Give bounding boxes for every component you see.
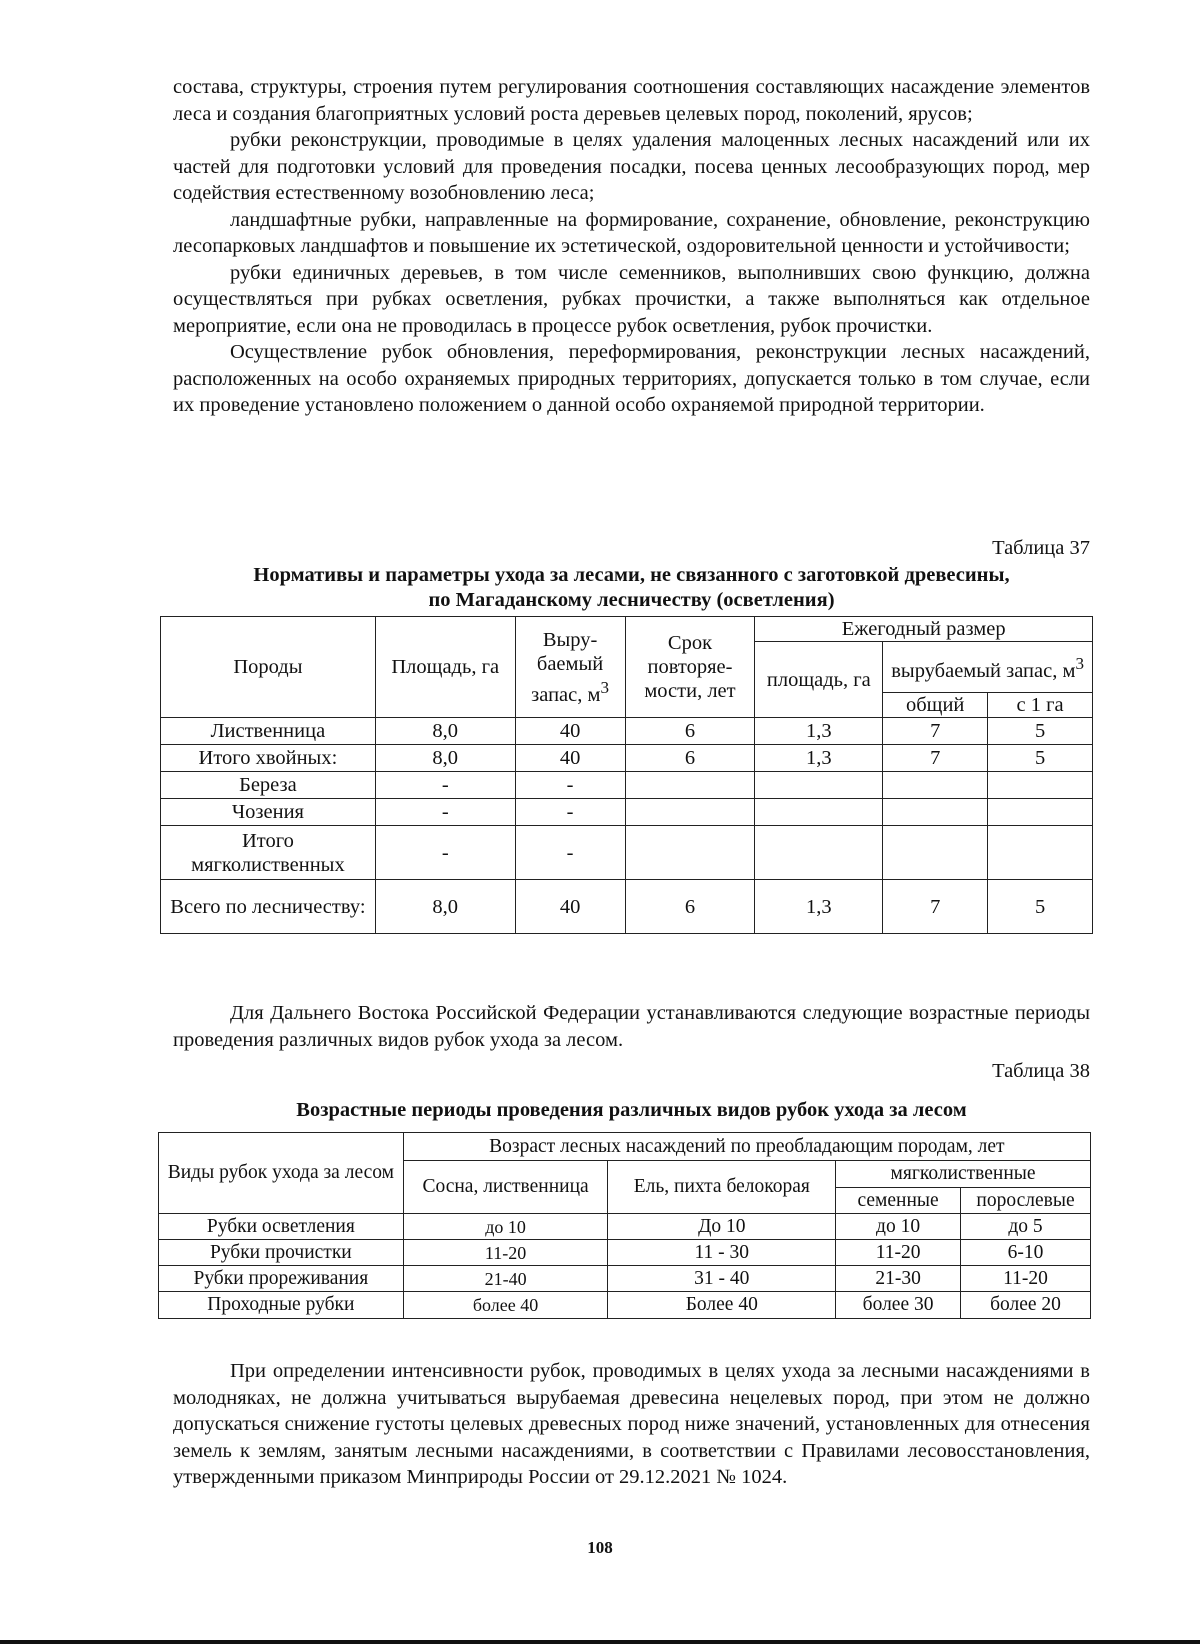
t37-header-annual-area: площадь, га bbox=[755, 642, 883, 718]
t38-cell-kind: Рубки прочистки bbox=[159, 1240, 404, 1266]
t38-header-age: Возраст лесных насаждений по преобладающим породам, лет bbox=[403, 1133, 1090, 1161]
t38-cell-seed: 21-30 bbox=[836, 1266, 961, 1292]
t37-cell-total bbox=[883, 772, 988, 799]
t37-header-species: Породы bbox=[161, 617, 376, 718]
t38-cell-coppice: до 5 bbox=[961, 1214, 1091, 1240]
table38-title: Возрастные периоды проведения различных видов рубок ухода за лесом bbox=[296, 1099, 967, 1121]
t37-cell-species: Лиственница bbox=[161, 718, 376, 745]
intro-paragraph: рубки единичных деревьев, в том числе семенников, выполнивших свою функцию, должна осуществляться при рубках осветления, рубках прочистки, а также выполняться как отдельное мероприятие, если она не проводилась в процессе рубок осветления, рубок прочистки. bbox=[173, 261, 1090, 337]
t37-header-per-ha: с 1 га bbox=[988, 693, 1093, 718]
table-row bbox=[159, 1214, 1091, 1240]
t37-cell-area: - bbox=[375, 799, 515, 826]
t38-cell-pine: более 40 bbox=[403, 1292, 608, 1319]
t38-cell-seed: 11-20 bbox=[836, 1240, 961, 1266]
t38-cell-kind: Рубки осветления bbox=[159, 1214, 404, 1240]
t38-cell-spruce: 11 - 30 bbox=[608, 1240, 836, 1266]
t37-cell-per-ha: 5 bbox=[988, 718, 1093, 745]
t37-cell-species: Итого мягколиственных bbox=[161, 826, 376, 880]
t37-cell-per-ha bbox=[988, 799, 1093, 826]
middle-text bbox=[173, 1000, 1090, 1053]
t37-cell-area: 8,0 bbox=[375, 745, 515, 772]
t37-cell-annual-area bbox=[755, 772, 883, 799]
t37-cell-period: 6 bbox=[625, 880, 755, 934]
intro-paragraph: состава, структуры, строения путем регулирования соотношения составляющих насаждение элементов леса и создания благоприятных условий роста деревьев целевых пород, поколений, ярусов; bbox=[173, 76, 1090, 125]
t37-cell-annual-area bbox=[755, 826, 883, 880]
t37-cell-species: Чозения bbox=[161, 799, 376, 826]
table-row bbox=[161, 799, 1093, 826]
t38-cell-coppice: более 20 bbox=[961, 1292, 1091, 1319]
table37 bbox=[160, 616, 1093, 934]
t37-cell-annual-area: 1,3 bbox=[755, 880, 883, 934]
table37-title-line2: по Магаданскому лесничеству (осветления) bbox=[428, 589, 835, 611]
t37-cell-per-ha: 5 bbox=[988, 880, 1093, 934]
table-row bbox=[161, 772, 1093, 799]
t37-header-cut-stock-sup: 3 bbox=[600, 677, 610, 697]
t37-cell-area: - bbox=[375, 772, 515, 799]
t38-cell-seed: более 30 bbox=[836, 1292, 961, 1319]
t38-cell-seed: до 10 bbox=[836, 1214, 961, 1240]
intro-text bbox=[173, 74, 1090, 419]
t37-cell-stock: 40 bbox=[515, 880, 625, 934]
t38-cell-spruce: До 10 bbox=[608, 1214, 836, 1240]
t38-header-kind: Виды рубок ухода за лесом bbox=[159, 1133, 404, 1214]
t37-header-total: общий bbox=[883, 693, 988, 718]
t37-cell-annual-area bbox=[755, 799, 883, 826]
t37-cell-total: 7 bbox=[883, 718, 988, 745]
t37-cell-total: 7 bbox=[883, 745, 988, 772]
t37-header-annual: Ежегодный размер bbox=[755, 617, 1093, 642]
t37-cell-stock: - bbox=[515, 826, 625, 880]
final-paragraph: При определении интенсивности рубок, проводимых в целях ухода за лесными насаждениями в молодняках, не должна учитываться вырубаемая древесина нецелевых пород, при этом не должно допускаться снижение густоты целевых древесных пород ниже значений, установленных для отнесения земель к землям, занятым лесными насаждениями, в соответствии с Правилами лесовосстановления, утвержденными приказом Минприроды России от 29.12.2021 № 1024. bbox=[173, 1360, 1090, 1488]
t37-header-area: Площадь, га bbox=[375, 617, 515, 718]
t38-cell-pine: 21-40 bbox=[403, 1266, 608, 1292]
table-row bbox=[159, 1240, 1091, 1266]
t37-cell-total: 7 bbox=[883, 880, 988, 934]
table-row bbox=[159, 1266, 1091, 1292]
t37-cell-period: 6 bbox=[625, 745, 755, 772]
t38-cell-pine: до 10 bbox=[403, 1214, 608, 1240]
t37-cell-stock: - bbox=[515, 799, 625, 826]
t37-cell-area: 8,0 bbox=[375, 880, 515, 934]
table-row bbox=[161, 826, 1093, 880]
t37-cell-period bbox=[625, 772, 755, 799]
t38-header-soft: мягколиственные bbox=[836, 1161, 1091, 1188]
table37-title bbox=[173, 563, 1090, 613]
t37-cell-per-ha: 5 bbox=[988, 745, 1093, 772]
t38-header-coppice: порослевые bbox=[961, 1188, 1091, 1214]
t38-cell-coppice: 6-10 bbox=[961, 1240, 1091, 1266]
t37-header-annual-stock-sup: 3 bbox=[1075, 653, 1084, 673]
t37-cell-area: 8,0 bbox=[375, 718, 515, 745]
t38-cell-kind: Рубки прореживания bbox=[159, 1266, 404, 1292]
t38-cell-spruce: 31 - 40 bbox=[608, 1266, 836, 1292]
t37-header-cut-stock-text: Выру-баемый запас, м bbox=[531, 628, 604, 706]
t37-header-period: Срок повторяе-мости, лет bbox=[625, 617, 755, 718]
t37-cell-area: - bbox=[375, 826, 515, 880]
page-number: 108 bbox=[587, 1538, 613, 1557]
t37-cell-stock: 40 bbox=[515, 718, 625, 745]
t37-header-annual-stock bbox=[883, 642, 1093, 693]
table37-title-line1: Нормативы и параметры ухода за лесами, не связанного с заготовкой древесины, bbox=[253, 564, 1010, 586]
t37-cell-species: Всего по лесничеству: bbox=[161, 880, 376, 934]
intro-paragraph: ландшафтные рубки, направленные на формирование, сохранение, обновление, реконструкцию лесопарковых ландшафтов и повышение их эстетической, оздоровительной ценности и устойчивости; bbox=[173, 208, 1090, 257]
t37-cell-stock: - bbox=[515, 772, 625, 799]
intro-paragraph: рубки реконструкции, проводимые в целях удаления малоценных лесных насаждений или их частей для подготовки условий для проведения посадки, посева ценных лесообразующих пород, мер содействия естественному возобновлению леса; bbox=[173, 129, 1090, 204]
t37-cell-species: Итого хвойных: bbox=[161, 745, 376, 772]
t38-header-seed: семенные bbox=[836, 1188, 961, 1214]
t37-cell-species: Береза bbox=[161, 772, 376, 799]
footer-rule bbox=[0, 1640, 1200, 1644]
t38-cell-coppice: 11-20 bbox=[961, 1266, 1091, 1292]
t37-cell-per-ha bbox=[988, 826, 1093, 880]
middle-paragraph: Для Дальнего Востока Российской Федерации устанавливаются следующие возрастные периоды проведения различных видов рубок ухода за лесом. bbox=[173, 1002, 1090, 1051]
t37-cell-total bbox=[883, 799, 988, 826]
table-row bbox=[161, 745, 1093, 772]
t37-header-cut-stock bbox=[515, 617, 625, 718]
t37-cell-total bbox=[883, 826, 988, 880]
t38-cell-kind: Проходные рубки bbox=[159, 1292, 404, 1319]
t38-header-spruce: Ель, пихта белокорая bbox=[608, 1161, 836, 1214]
table-row bbox=[161, 718, 1093, 745]
t37-header-annual-stock-text: вырубаемый запас, м bbox=[891, 659, 1076, 682]
table38 bbox=[158, 1132, 1091, 1319]
t38-cell-pine: 11-20 bbox=[403, 1240, 608, 1266]
final-text bbox=[173, 1358, 1090, 1491]
t38-header-pine: Сосна, лиственница bbox=[403, 1161, 608, 1214]
t37-cell-annual-area: 1,3 bbox=[755, 718, 883, 745]
table37-label: Таблица 37 bbox=[992, 537, 1090, 559]
t37-cell-per-ha bbox=[988, 772, 1093, 799]
intro-paragraph: Осуществление рубок обновления, переформирования, реконструкции лесных насаждений, расположенных на особо охраняемых природных территориях, допускается только в том случае, если их проведение установлено положением о данной особо охраняемой природной территории. bbox=[173, 341, 1090, 416]
t37-cell-period: 6 bbox=[625, 718, 755, 745]
t38-cell-spruce: Более 40 bbox=[608, 1292, 836, 1319]
t37-cell-period bbox=[625, 826, 755, 880]
t37-cell-period bbox=[625, 799, 755, 826]
table-row bbox=[159, 1292, 1091, 1319]
t37-cell-annual-area: 1,3 bbox=[755, 745, 883, 772]
table-row bbox=[161, 880, 1093, 934]
table38-label: Таблица 38 bbox=[992, 1060, 1090, 1082]
t37-cell-stock: 40 bbox=[515, 745, 625, 772]
